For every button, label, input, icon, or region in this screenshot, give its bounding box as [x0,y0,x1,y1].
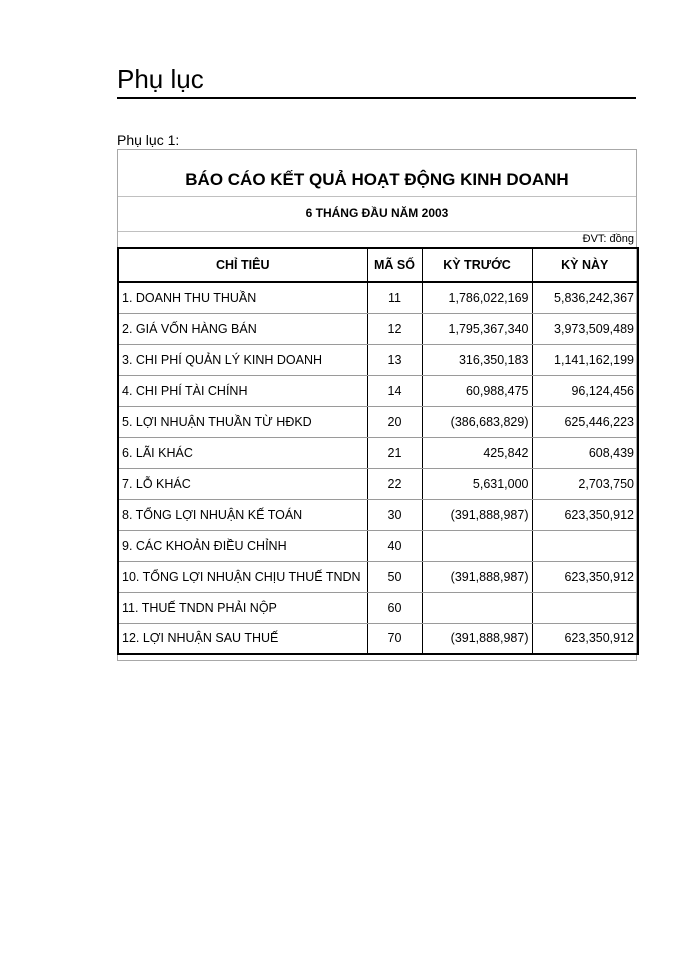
report-frame [117,149,637,661]
column-header-code: MÃ SỐ [367,248,422,282]
report-period: 6 THÁNG ĐẦU NĂM 2003 [305,206,449,220]
row-item-name: 6. LÃI KHÁC [118,437,367,468]
row-code: 30 [367,499,422,530]
income-statement-table [117,247,639,655]
row-item-name: 8. TỔNG LỢI NHUẬN KẾ TOÁN [118,499,367,530]
currency-unit: ĐVT: đồng [582,233,634,245]
row-item-name: 2. GIÁ VỐN HÀNG BÁN [118,313,367,344]
row-item-name: 7. LỖ KHÁC [118,468,367,499]
table-row [118,561,638,592]
row-previous-period-value: 425,842 [422,437,532,468]
report-period-row [118,197,636,232]
row-previous-period-value: (391,888,987) [422,623,532,654]
row-current-period-value [532,530,638,561]
row-previous-period-value: 60,988,475 [422,375,532,406]
row-current-period-value: 623,350,912 [532,623,638,654]
row-current-period-value: 3,973,509,489 [532,313,638,344]
table-row [118,499,638,530]
row-previous-period-value: 1,786,022,169 [422,282,532,313]
row-code: 40 [367,530,422,561]
row-current-period-value: 608,439 [532,437,638,468]
row-item-name: 1. DOANH THU THUẦN [118,282,367,313]
row-code: 60 [367,592,422,623]
row-previous-period-value [422,530,532,561]
row-previous-period-value: 1,795,367,340 [422,313,532,344]
heading-underline [117,97,636,99]
row-item-name: 12. LỢI NHUẬN SAU THUẾ [118,623,367,654]
row-current-period-value: 1,141,162,199 [532,344,638,375]
row-item-name: 11. THUẾ TNDN PHẢI NỘP [118,592,367,623]
row-previous-period-value: 316,350,183 [422,344,532,375]
row-previous-period-value: (386,683,829) [422,406,532,437]
table-row [118,592,638,623]
table-row [118,344,638,375]
table-row [118,437,638,468]
row-current-period-value: 623,350,912 [532,499,638,530]
table-row [118,468,638,499]
table-row [118,282,638,313]
table-row [118,313,638,344]
table-body [118,282,638,654]
column-header-current-period: KỲ NÀY [532,248,638,282]
table-header-row [118,248,638,282]
report-title-row [118,150,636,197]
row-current-period-value: 623,350,912 [532,561,638,592]
column-header-name: CHỈ TIÊU [118,248,367,282]
row-current-period-value: 2,703,750 [532,468,638,499]
row-item-name: 4. CHI PHÍ TÀI CHÍNH [118,375,367,406]
report-title: BÁO CÁO KẾT QUẢ HOẠT ĐỘNG KINH DOANH [185,170,569,189]
row-code: 22 [367,468,422,499]
row-previous-period-value: (391,888,987) [422,561,532,592]
table-row [118,375,638,406]
row-code: 21 [367,437,422,468]
row-code: 11 [367,282,422,313]
row-code: 50 [367,561,422,592]
row-code: 14 [367,375,422,406]
row-previous-period-value: (391,888,987) [422,499,532,530]
row-code: 20 [367,406,422,437]
row-current-period-value: 625,446,223 [532,406,638,437]
table-row [118,530,638,561]
row-code: 70 [367,623,422,654]
row-code: 13 [367,344,422,375]
row-item-name: 10. TỔNG LỢI NHUẬN CHỊU THUẾ TNDN [118,561,367,592]
row-code: 12 [367,313,422,344]
column-header-previous-period: KỲ TRƯỚC [422,248,532,282]
row-previous-period-value: 5,631,000 [422,468,532,499]
row-previous-period-value [422,592,532,623]
row-current-period-value: 96,124,456 [532,375,638,406]
appendix-label: Phụ lục 1: [117,132,180,148]
row-current-period-value: 5,836,242,367 [532,282,638,313]
page-heading: Phụ lục [117,64,204,94]
row-current-period-value [532,592,638,623]
row-item-name: 5. LỢI NHUẬN THUẦN TỪ HĐKD [118,406,367,437]
table-row [118,623,638,654]
table-row [118,406,638,437]
row-item-name: 9. CÁC KHOẢN ĐIỀU CHỈNH [118,530,367,561]
row-item-name: 3. CHI PHÍ QUẢN LÝ KINH DOANH [118,344,367,375]
